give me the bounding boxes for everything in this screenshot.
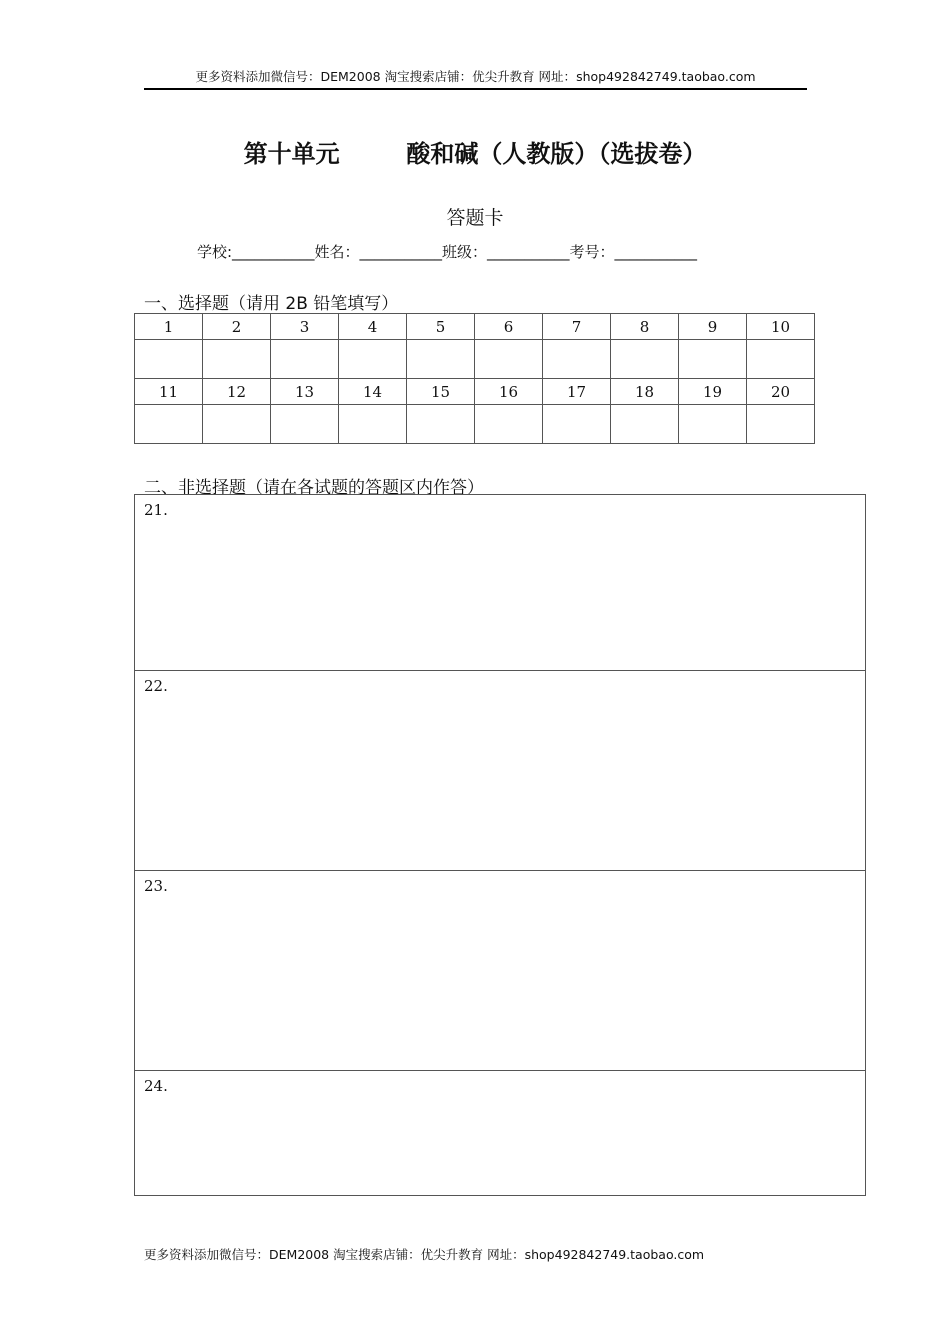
answer-cell[interactable] bbox=[271, 405, 339, 444]
answer-cell[interactable] bbox=[407, 405, 475, 444]
page-header bbox=[144, 68, 807, 90]
question-number-cell: 18 bbox=[611, 379, 679, 405]
footer-middle: 淘宝搜索店铺：优尖升教育 网址： bbox=[329, 1247, 525, 1262]
question-number-cell: 3 bbox=[271, 314, 339, 340]
answer-cell[interactable] bbox=[475, 405, 543, 444]
answer-row bbox=[135, 340, 815, 379]
section-multiple-choice-heading: 一、选择题（请用 2B 铅笔填写） bbox=[144, 294, 399, 314]
question-number-cell: 20 bbox=[747, 379, 815, 405]
footer-prefix: 更多资料添加微信号： bbox=[144, 1247, 270, 1262]
header-wechat: DEM2008 bbox=[320, 69, 381, 84]
question-label: 22. bbox=[144, 677, 168, 695]
answer-cell[interactable] bbox=[543, 405, 611, 444]
section-open-questions-heading: 二、非选择题（请在各试题的答题区内作答） bbox=[144, 478, 484, 498]
question-number-cell: 14 bbox=[339, 379, 407, 405]
header-prefix: 更多资料添加微信号： bbox=[195, 69, 321, 84]
question-number-cell: 2 bbox=[203, 314, 271, 340]
answer-cell[interactable] bbox=[203, 405, 271, 444]
header-url: shop492842749.taobao.com bbox=[576, 69, 756, 84]
page-footer bbox=[144, 1246, 704, 1264]
question-number-cell: 19 bbox=[679, 379, 747, 405]
answer-card-title: 答题卡 bbox=[446, 207, 504, 229]
document-title: 第十单元 酸和碱（人教版）（选拔卷） bbox=[243, 140, 707, 168]
answer-cell[interactable] bbox=[339, 405, 407, 444]
multiple-choice-grid bbox=[134, 313, 815, 444]
answer-cell[interactable] bbox=[203, 340, 271, 379]
question-number-cell: 1 bbox=[135, 314, 203, 340]
question-number-cell: 15 bbox=[407, 379, 475, 405]
question-number-cell: 11 bbox=[135, 379, 203, 405]
answer-cell[interactable] bbox=[407, 340, 475, 379]
answer-cell[interactable] bbox=[271, 340, 339, 379]
answer-cell[interactable] bbox=[679, 340, 747, 379]
answer-area-21[interactable] bbox=[134, 494, 866, 671]
answer-area-23[interactable] bbox=[134, 870, 866, 1071]
footer-url: shop492842749.taobao.com bbox=[524, 1247, 705, 1262]
answer-cell[interactable] bbox=[679, 405, 747, 444]
question-number-row bbox=[135, 314, 815, 340]
question-number-cell: 12 bbox=[203, 379, 271, 405]
question-number-cell: 13 bbox=[271, 379, 339, 405]
question-number-cell: 7 bbox=[543, 314, 611, 340]
footer-wechat: DEM2008 bbox=[269, 1247, 330, 1262]
question-label: 21. bbox=[144, 501, 168, 519]
answer-cell[interactable] bbox=[611, 405, 679, 444]
answer-area-24[interactable] bbox=[134, 1070, 866, 1196]
question-label: 23. bbox=[144, 877, 168, 895]
answer-cell[interactable] bbox=[747, 340, 815, 379]
answer-area-22[interactable] bbox=[134, 670, 866, 871]
question-number-cell: 5 bbox=[407, 314, 475, 340]
answer-cell[interactable] bbox=[135, 405, 203, 444]
answer-cell[interactable] bbox=[475, 340, 543, 379]
answer-cell[interactable] bbox=[135, 340, 203, 379]
question-number-cell: 4 bbox=[339, 314, 407, 340]
answer-cell[interactable] bbox=[543, 340, 611, 379]
question-number-cell: 17 bbox=[543, 379, 611, 405]
answer-cell[interactable] bbox=[611, 340, 679, 379]
student-info-line: 学校:___________姓名：___________班级：___________考号：___________ bbox=[197, 243, 698, 261]
question-number-row bbox=[135, 379, 815, 405]
question-label: 24. bbox=[144, 1077, 168, 1095]
answer-row bbox=[135, 405, 815, 444]
question-number-cell: 8 bbox=[611, 314, 679, 340]
question-number-cell: 16 bbox=[475, 379, 543, 405]
answer-cell[interactable] bbox=[747, 405, 815, 444]
header-middle: 淘宝搜索店铺：优尖升教育 网址： bbox=[380, 69, 577, 84]
answer-cell[interactable] bbox=[339, 340, 407, 379]
question-number-cell: 9 bbox=[679, 314, 747, 340]
question-number-cell: 6 bbox=[475, 314, 543, 340]
question-number-cell: 10 bbox=[747, 314, 815, 340]
